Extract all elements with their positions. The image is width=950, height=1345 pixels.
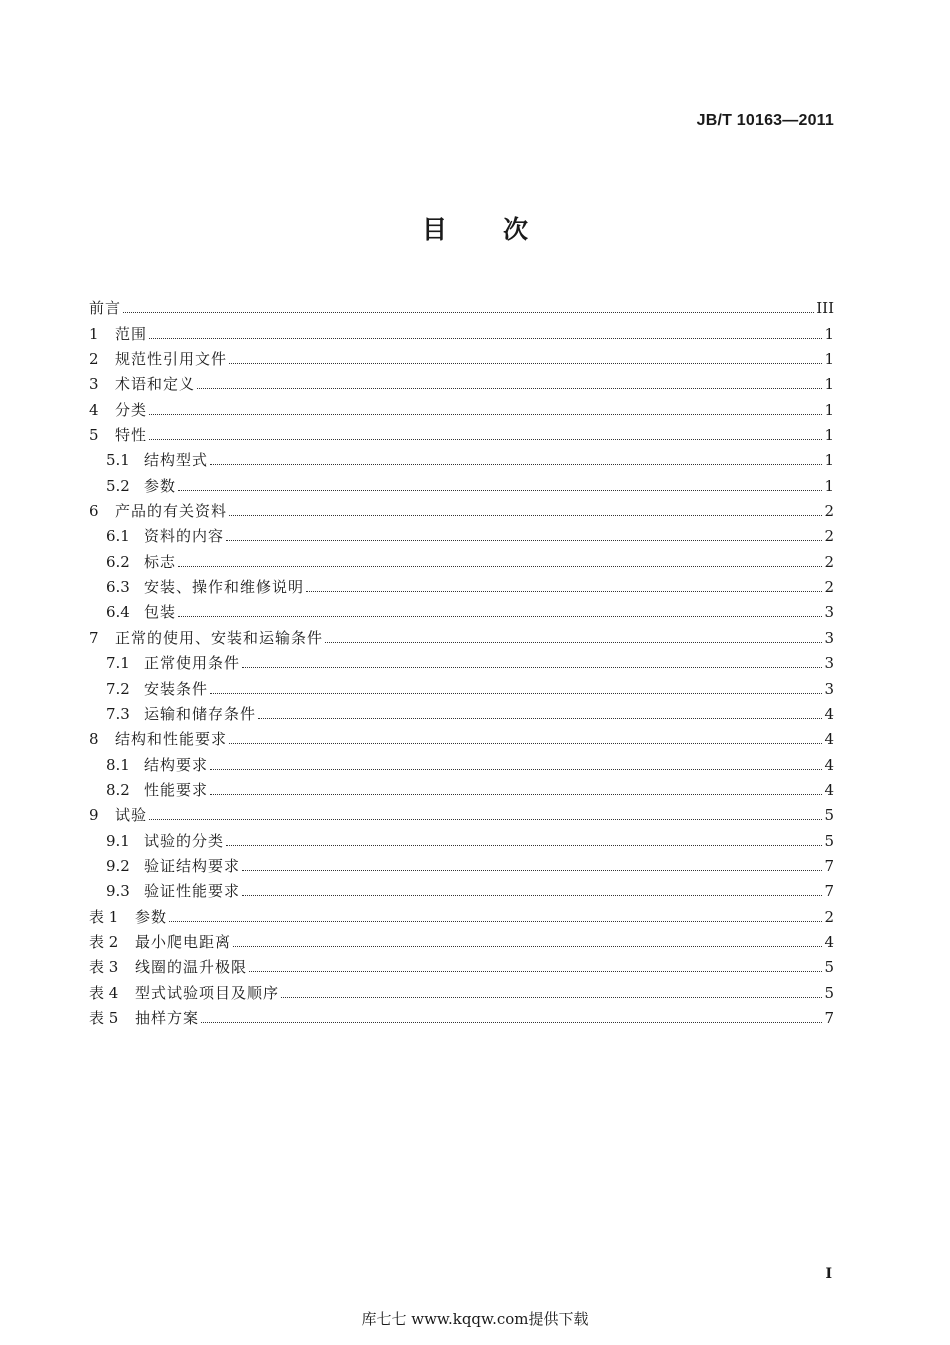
toc-entry-label: 正常使用条件 xyxy=(144,654,241,673)
page-number: I xyxy=(825,1266,832,1282)
toc-leader-dots xyxy=(242,860,822,871)
toc-entry-page: 1 xyxy=(824,324,834,343)
toc-entry-page: 1 xyxy=(824,426,834,445)
toc-entry-label: 结构要求 xyxy=(144,755,209,774)
toc-leader-dots xyxy=(210,759,822,770)
toc-entry-label: 最小爬电距离 xyxy=(135,932,232,951)
toc-leader-dots xyxy=(210,784,822,795)
toc-entry[interactable] xyxy=(89,393,834,418)
toc-leader-dots xyxy=(229,733,822,744)
title-char-2: 次 xyxy=(503,215,529,244)
toc-leader-dots xyxy=(325,632,822,643)
toc-entry-label: 标志 xyxy=(144,552,177,571)
toc-leader-dots xyxy=(258,708,822,719)
toc-entry[interactable] xyxy=(89,545,834,570)
toc-entry-number: 7 xyxy=(89,628,99,647)
toc-leader-dots xyxy=(281,987,822,998)
toc-leader-dots xyxy=(197,378,822,389)
toc-leader-dots xyxy=(306,581,822,592)
toc-entry[interactable] xyxy=(89,698,834,723)
toc-leader-dots xyxy=(242,885,822,896)
toc-entry-page: 3 xyxy=(824,679,834,698)
toc-entry-number: 表 1 xyxy=(89,907,119,926)
toc-entry-label: 包装 xyxy=(144,603,177,622)
toc-entry-label: 试验的分类 xyxy=(144,831,225,850)
toc-entry-number: 9.2 xyxy=(106,856,130,875)
toc-leader-dots xyxy=(242,657,822,668)
toc-entry-label: 线圈的温升极限 xyxy=(135,958,248,977)
toc-leader-dots xyxy=(169,911,822,922)
toc-leader-dots xyxy=(178,556,822,567)
document-code: JB/T 10163—2011 xyxy=(696,112,834,129)
toc-entry[interactable] xyxy=(89,748,834,773)
toc-entry-page: 7 xyxy=(824,882,834,901)
toc-entry-number: 表 2 xyxy=(89,932,119,951)
toc-entry[interactable] xyxy=(89,774,834,799)
toc-entry-number: 9.1 xyxy=(106,831,130,850)
toc-entry-page: 4 xyxy=(824,730,834,749)
toc-entry[interactable] xyxy=(89,672,834,697)
toc-entry-page: 4 xyxy=(824,755,834,774)
toc-leader-dots xyxy=(149,429,822,440)
toc-entry-number: 8.1 xyxy=(106,755,130,774)
toc-entry[interactable] xyxy=(89,343,834,368)
toc-entry[interactable] xyxy=(89,444,834,469)
toc-entry-number: 5.2 xyxy=(106,476,130,495)
toc-entry-number: 6.3 xyxy=(106,578,130,597)
toc-entry-number: 1 xyxy=(89,324,99,343)
toc-entry-number: 4 xyxy=(89,400,99,419)
toc-entry[interactable] xyxy=(89,419,834,444)
toc-entry-label: 抽样方案 xyxy=(135,1008,200,1027)
toc-entry[interactable] xyxy=(89,647,834,672)
toc-entry-page: 1 xyxy=(824,400,834,419)
toc-entry-label: 性能要求 xyxy=(144,780,209,799)
toc-entry-page: 4 xyxy=(824,780,834,799)
toc-leader-dots xyxy=(149,404,822,415)
toc-entry-number: 表 4 xyxy=(89,983,119,1002)
toc-entry-page: 2 xyxy=(824,578,834,597)
toc-entry-number: 6 xyxy=(89,502,99,521)
toc-leader-dots xyxy=(210,683,822,694)
toc-entry-number: 2 xyxy=(89,350,99,369)
toc-entry[interactable] xyxy=(89,875,834,900)
toc-leader-dots xyxy=(249,961,822,972)
toc-entry-number: 6.1 xyxy=(106,527,130,546)
toc-leader-dots xyxy=(226,530,822,541)
toc-entry-number: 9 xyxy=(89,806,99,825)
toc-entry[interactable] xyxy=(89,469,834,494)
toc-entry-label: 前言 xyxy=(89,299,122,318)
toc-entry-page: 2 xyxy=(824,527,834,546)
toc-entry-number: 7.2 xyxy=(106,679,130,698)
toc-entry[interactable] xyxy=(89,799,834,824)
toc-leader-dots xyxy=(233,936,822,947)
toc-entry-page: 1 xyxy=(824,451,834,470)
toc-entry-label: 验证结构要求 xyxy=(144,856,241,875)
toc-entry-label: 型式试验项目及顺序 xyxy=(135,983,280,1002)
table-of-contents xyxy=(89,292,834,1027)
toc-entry-page: 5 xyxy=(824,806,834,825)
toc-entry-label: 安装条件 xyxy=(144,679,209,698)
toc-leader-dots xyxy=(149,328,822,339)
toc-entry[interactable] xyxy=(89,900,834,925)
toc-entry-label: 安装、操作和维修说明 xyxy=(144,578,305,597)
toc-entry[interactable] xyxy=(89,368,834,393)
toc-leader-dots xyxy=(226,835,822,846)
toc-entry[interactable] xyxy=(89,317,834,342)
toc-entry-label: 参数 xyxy=(144,476,177,495)
toc-entry-page: 1 xyxy=(824,350,834,369)
toc-entry[interactable] xyxy=(89,495,834,520)
toc-entry-label: 正常的使用、安装和运输条件 xyxy=(115,628,324,647)
toc-entry-label: 规范性引用文件 xyxy=(115,350,228,369)
title-char-1: 目 xyxy=(421,215,447,244)
toc-entry-label: 验证性能要求 xyxy=(144,882,241,901)
toc-entry[interactable] xyxy=(89,951,834,976)
toc-entry-label: 参数 xyxy=(135,907,168,926)
toc-entry[interactable] xyxy=(89,292,834,317)
toc-entry-label: 结构型式 xyxy=(144,451,209,470)
toc-entry-page: 1 xyxy=(824,476,834,495)
page-title xyxy=(0,210,950,246)
toc-leader-dots xyxy=(123,302,814,313)
toc-entry-page: 4 xyxy=(824,704,834,723)
toc-entry[interactable] xyxy=(89,520,834,545)
toc-leader-dots xyxy=(201,1012,822,1023)
toc-entry-number: 6.2 xyxy=(106,552,130,571)
toc-entry-page: 2 xyxy=(824,907,834,926)
toc-entry-label: 分类 xyxy=(115,400,148,419)
toc-entry-number: 表 5 xyxy=(89,1008,119,1027)
toc-entry-page: 3 xyxy=(824,603,834,622)
toc-entry[interactable] xyxy=(89,824,834,849)
toc-entry-number: 5.1 xyxy=(106,451,130,470)
toc-entry[interactable] xyxy=(89,926,834,951)
toc-entry-page: 1 xyxy=(824,375,834,394)
toc-entry[interactable] xyxy=(89,571,834,596)
toc-entry-page: 5 xyxy=(824,958,834,977)
toc-entry-page: 2 xyxy=(824,502,834,521)
toc-entry-page: 4 xyxy=(824,932,834,951)
toc-entry-number: 5 xyxy=(89,426,99,445)
toc-entry[interactable] xyxy=(89,596,834,621)
toc-entry-page: 5 xyxy=(824,983,834,1002)
toc-entry-number: 7.3 xyxy=(106,704,130,723)
toc-leader-dots xyxy=(229,353,822,364)
toc-entry-page: 7 xyxy=(824,1008,834,1027)
footer-text: 库七七 www.kqqw.com提供下载 xyxy=(361,1310,589,1328)
toc-entry-number: 8.2 xyxy=(106,780,130,799)
toc-entry[interactable] xyxy=(89,723,834,748)
toc-entry-number: 3 xyxy=(89,375,99,394)
toc-entry-number: 表 3 xyxy=(89,958,119,977)
toc-entry-page: III xyxy=(816,299,834,318)
toc-leader-dots xyxy=(178,480,822,491)
toc-entry-label: 试验 xyxy=(115,806,148,825)
toc-entry-label: 资料的内容 xyxy=(144,527,225,546)
toc-entry-page: 5 xyxy=(824,831,834,850)
toc-entry-page: 7 xyxy=(824,856,834,875)
toc-entry-label: 运输和储存条件 xyxy=(144,704,257,723)
toc-leader-dots xyxy=(229,505,822,516)
toc-entry-page: 3 xyxy=(824,654,834,673)
toc-entry-page: 3 xyxy=(824,628,834,647)
toc-leader-dots xyxy=(210,454,822,465)
toc-entry-number: 9.3 xyxy=(106,882,130,901)
toc-entry[interactable] xyxy=(89,976,834,1001)
toc-entry-label: 术语和定义 xyxy=(115,375,196,394)
toc-entry[interactable] xyxy=(89,1002,834,1027)
toc-leader-dots xyxy=(178,606,822,617)
toc-leader-dots xyxy=(149,809,822,820)
toc-entry-label: 特性 xyxy=(115,426,148,445)
toc-entry[interactable] xyxy=(89,621,834,646)
toc-entry-number: 7.1 xyxy=(106,654,130,673)
toc-entry-label: 结构和性能要求 xyxy=(115,730,228,749)
toc-entry-label: 产品的有关资料 xyxy=(115,502,228,521)
toc-entry-page: 2 xyxy=(824,552,834,571)
toc-entry-label: 范围 xyxy=(115,324,148,343)
toc-entry-number: 8 xyxy=(89,730,99,749)
toc-entry[interactable] xyxy=(89,850,834,875)
toc-entry-number: 6.4 xyxy=(106,603,130,622)
